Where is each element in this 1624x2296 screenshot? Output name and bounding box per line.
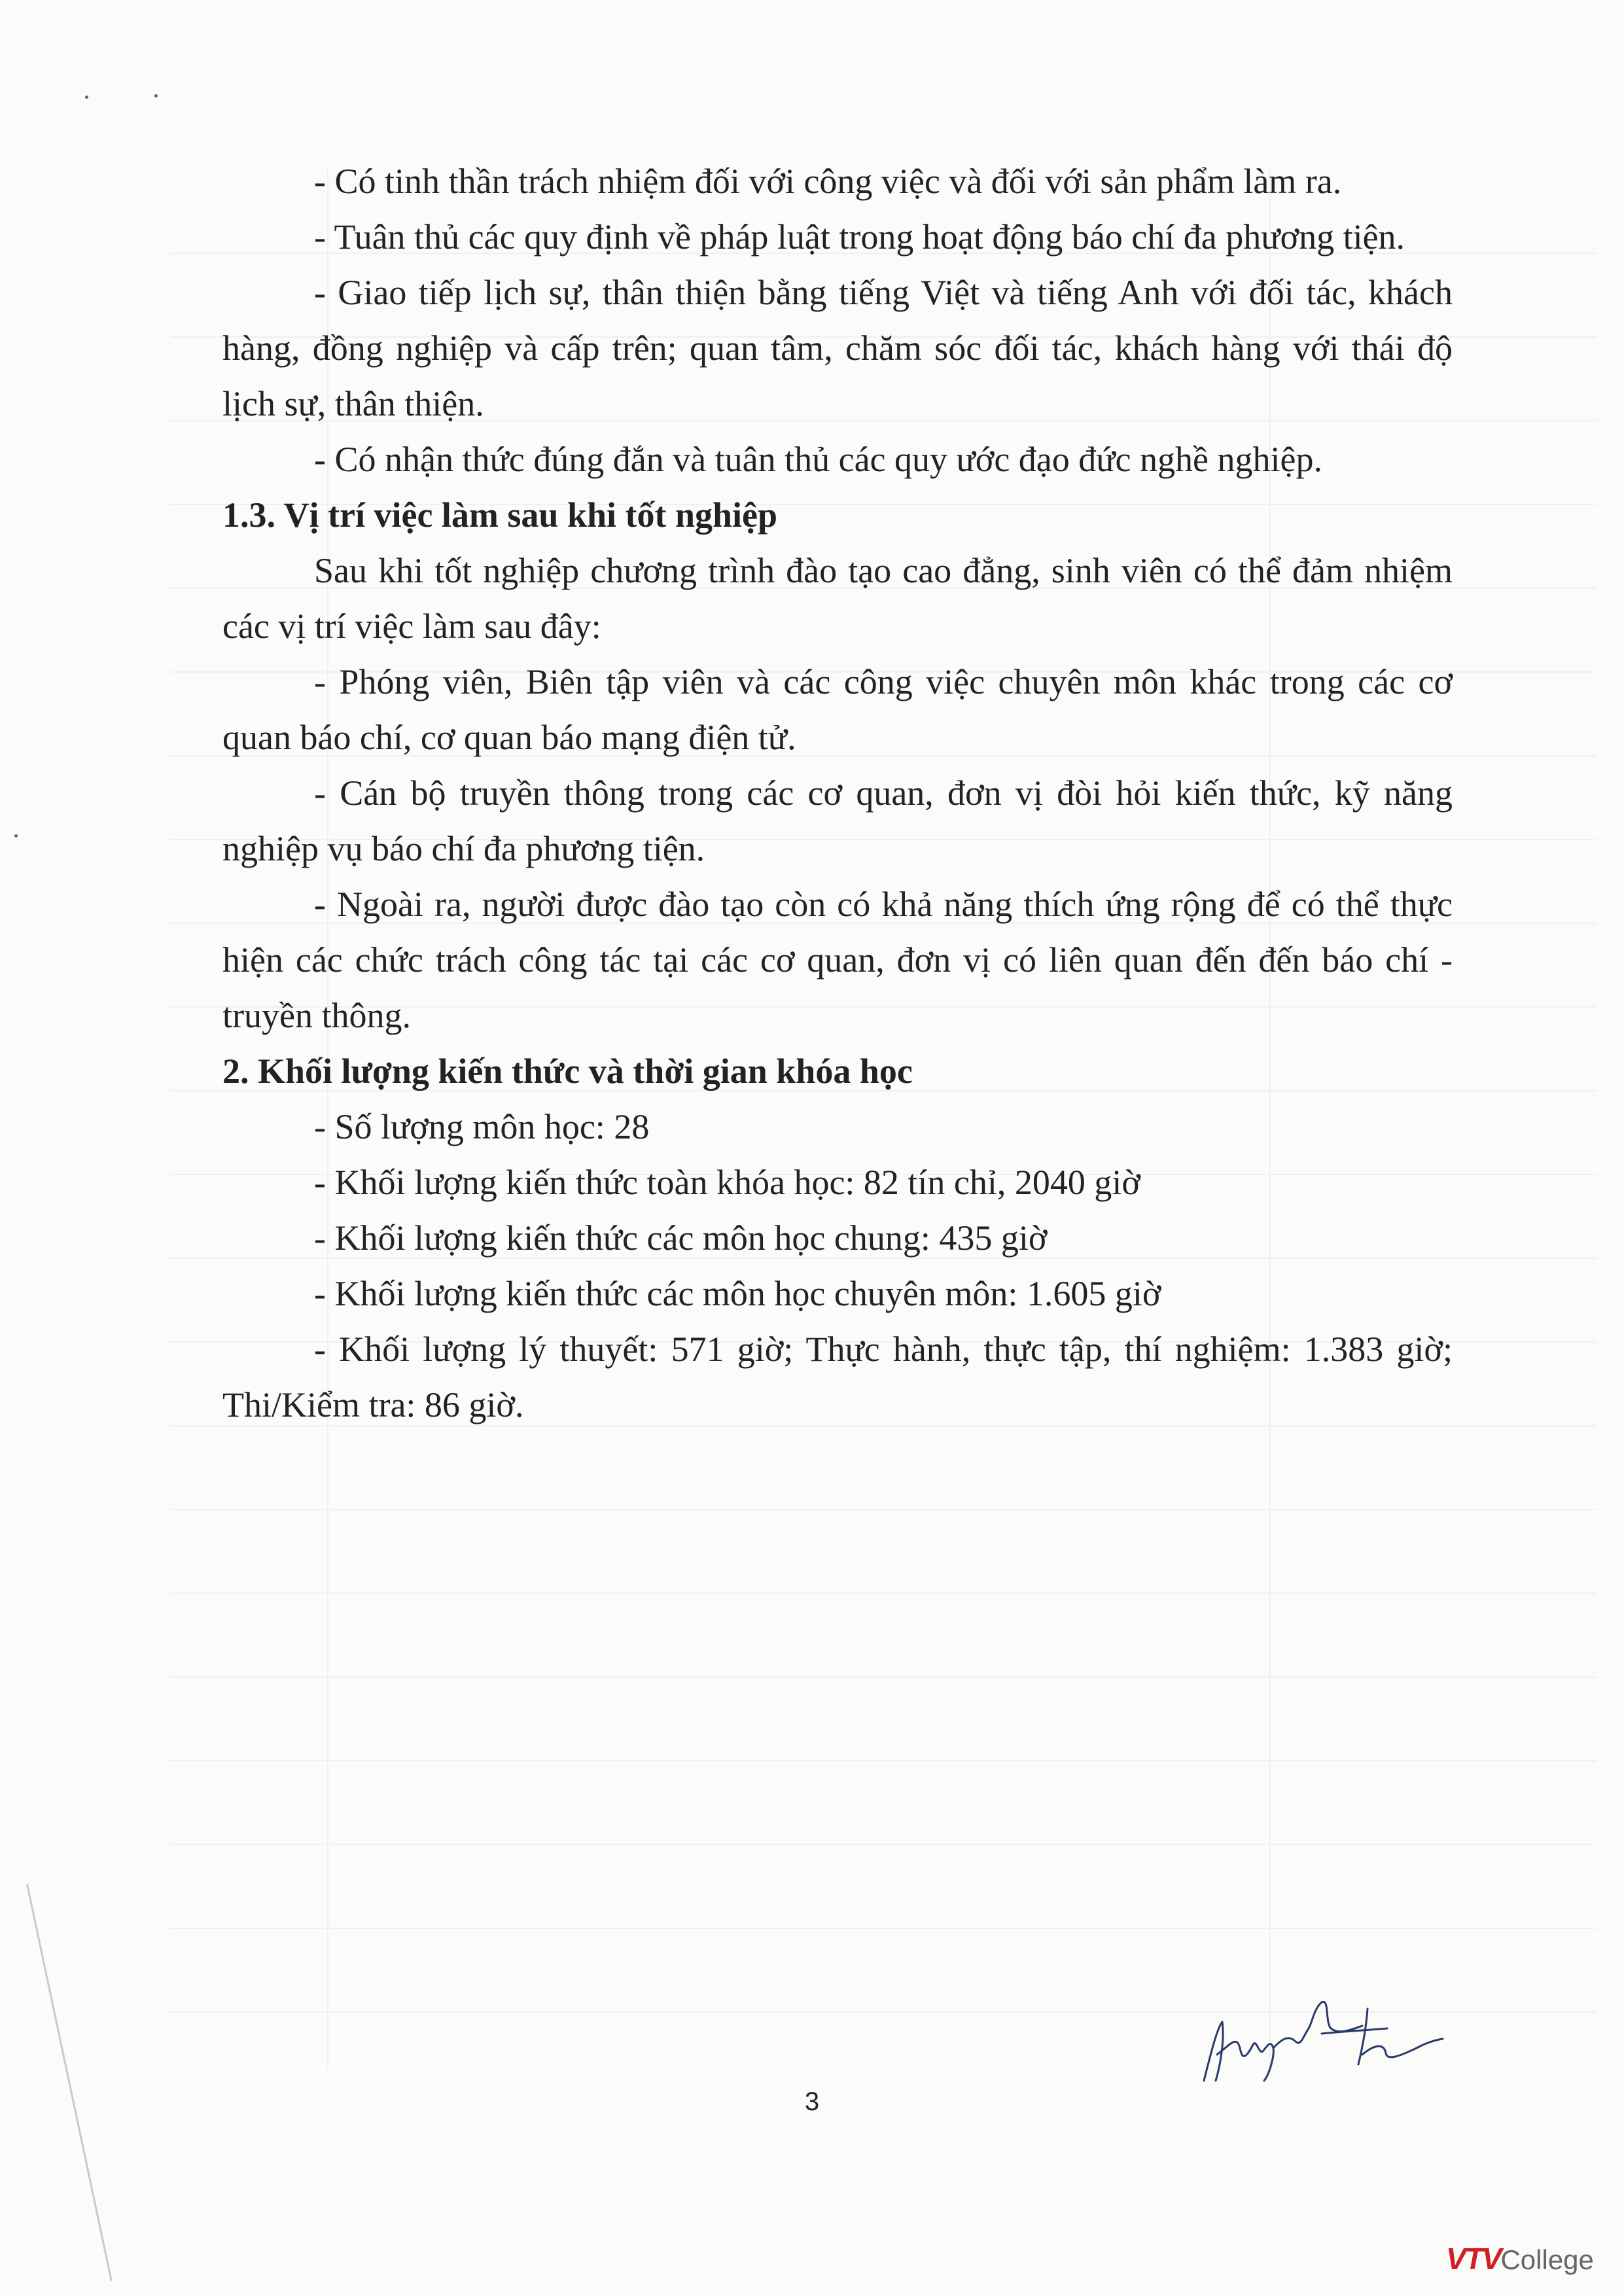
handwritten-signature — [1191, 1983, 1453, 2094]
logo-brand: VTV — [1446, 2242, 1501, 2276]
paper-edge — [26, 1884, 113, 2281]
paragraph: - Giao tiếp lịch sự, thân thiện bằng tiếng Việt và tiếng Anh với đối tác, khách hàng, đồng nghiệp và cấp trên; quan tâm, chăm sóc đối tác, khách hàng với thái độ lịch sự, thân thiện. — [222, 273, 1453, 423]
paragraph: - Phóng viên, Biên tập viên và các công việc chuyên môn khác trong các cơ quan báo chí, cơ quan báo mạng điện tử. — [222, 662, 1453, 757]
scan-speck — [85, 96, 88, 99]
page-number: 3 — [804, 2087, 820, 2116]
list-item: - Khối lượng kiến thức các môn học chung: 435 giờ — [314, 1218, 1048, 1258]
logo-suffix: College — [1500, 2244, 1594, 2275]
paragraph: - Tuân thủ các quy định về pháp luật trong hoạt động báo chí đa phương tiện. — [314, 217, 1405, 256]
paragraph: - Cán bộ truyền thông trong các cơ quan, đơn vị đòi hỏi kiến thức, kỹ năng nghiệp vụ báo chí đa phương tiện. — [222, 773, 1453, 868]
list-item: - Khối lượng kiến thức toàn khóa học: 82 tín chỉ, 2040 giờ — [314, 1163, 1140, 1202]
vtv-college-logo — [1446, 2241, 1594, 2287]
paragraph: - Có tinh thần trách nhiệm đối với công việc và đối với sản phẩm làm ra. — [314, 162, 1342, 201]
scan-speck — [154, 94, 158, 97]
paragraph: - Có nhận thức đúng đắn và tuân thủ các quy ước đạo đức nghề nghiệp. — [314, 440, 1322, 479]
document-body — [222, 154, 1453, 1433]
section-heading: 2. Khối lượng kiến thức và thời gian khóa học — [222, 1051, 913, 1091]
paragraph: Sau khi tốt nghiệp chương trình đào tạo cao đẳng, sinh viên có thể đảm nhiệm các vị trí việc làm sau đây: — [222, 551, 1453, 646]
list-item: - Khối lượng kiến thức các môn học chuyên môn: 1.605 giờ — [314, 1274, 1161, 1313]
section-heading: 1.3. Vị trí việc làm sau khi tốt nghiệp — [222, 495, 778, 535]
paragraph: - Khối lượng lý thuyết: 571 giờ; Thực hành, thực tập, thí nghiệm: 1.383 giờ; Thi/Kiểm tra: 86 giờ. — [222, 1330, 1453, 1424]
paragraph: - Ngoài ra, người được đào tạo còn có khả năng thích ứng rộng để có thể thực hiện các chức trách công tác tại các cơ quan, đơn vị có liên quan đến đến báo chí - truyền thông. — [222, 885, 1453, 1035]
scan-speck — [14, 834, 18, 838]
list-item: - Số lượng môn học: 28 — [314, 1107, 650, 1146]
